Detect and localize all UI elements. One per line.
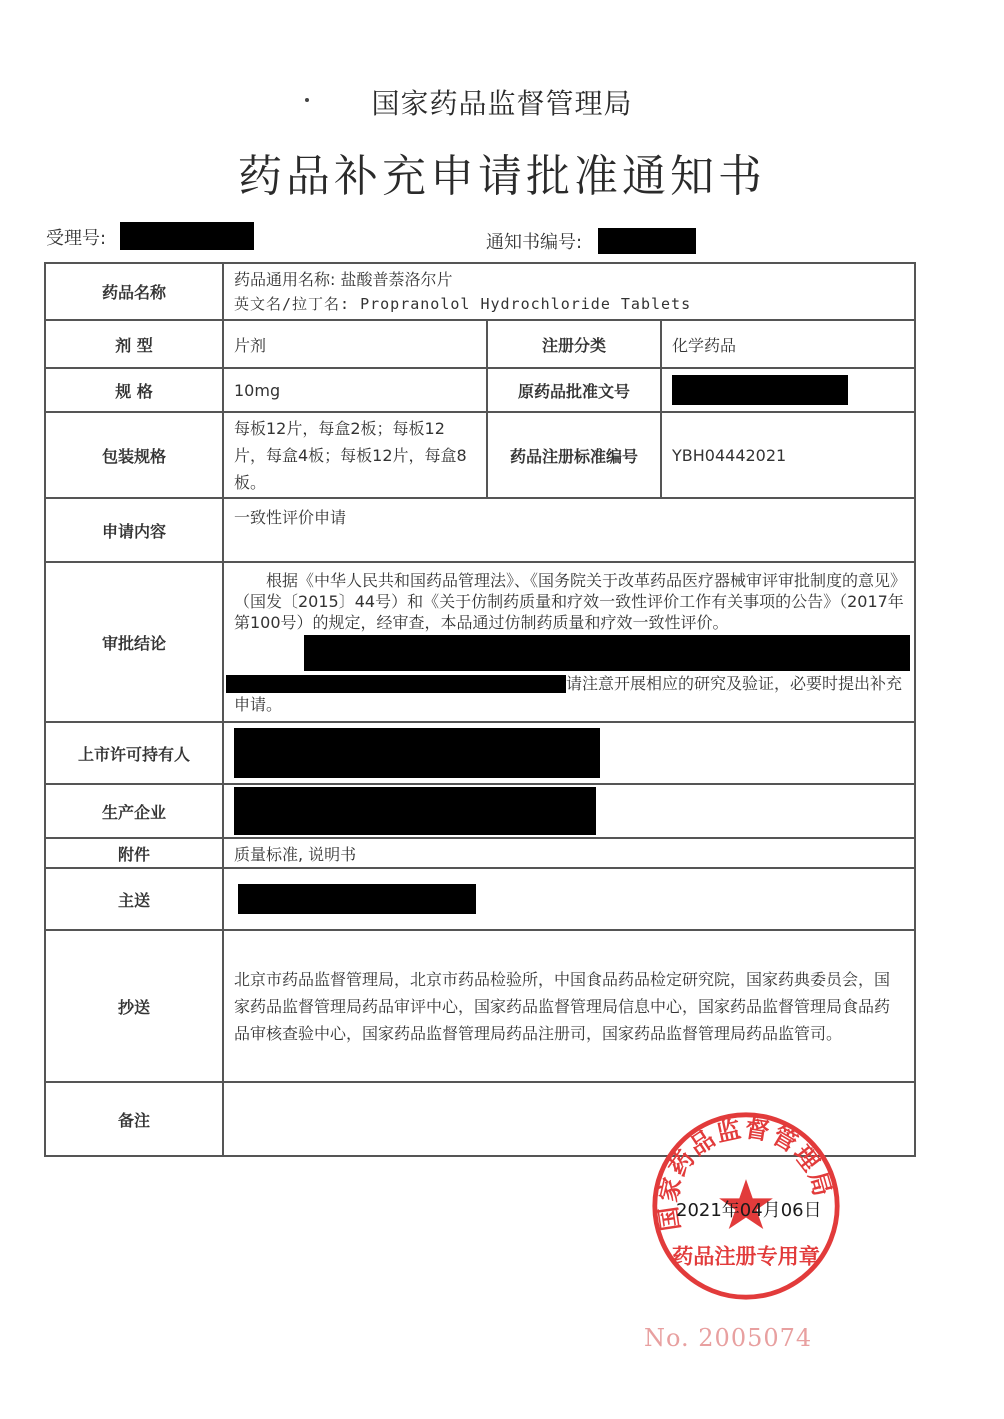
mah-label: 上市许可持有人 [45, 722, 223, 784]
english-name: 英文名/拉丁名: Propranolol Hydrochloride Tablets [234, 294, 692, 313]
send-to-label: 主送 [45, 868, 223, 930]
packaging-value: 每板12片，每盒2板；每板12片，每盒4板；每板12片，每盒8板。 [223, 412, 487, 498]
mah-cell [223, 722, 915, 784]
row-drug-name [45, 263, 915, 320]
serial-number: No. 2005074 [644, 1324, 813, 1352]
conclusion-text-1: 根据《中华人民共和国药品管理法》、《国务院关于改革药品医疗器械审评审批制度的意见》（国发〔2015〕44号）和《关于仿制药质量和疗效一致性评价工作有关事项的公告》（2017年第100号）的规定，经审查，本品通过仿制药质量和疗效一致性评价。 [234, 570, 904, 632]
manufacturer-label: 生产企业 [45, 784, 223, 838]
row-manufacturer [45, 784, 915, 838]
spec-label: 规 格 [45, 368, 223, 412]
approval-table [44, 262, 916, 1157]
manufacturer-cell [223, 784, 915, 838]
reg-class-label: 注册分类 [487, 320, 661, 368]
generic-name: 药品通用名称: 盐酸普萘洛尔片 [234, 269, 453, 289]
conclusion-text-2: 请注意开展相应的研究及验证，必要时提出补充申请。 [234, 673, 903, 714]
dosage-form-value: 片剂 [223, 320, 487, 368]
seal-ring-text: 国家药品监督管理局 [653, 1114, 838, 1233]
remarks-label: 备注 [45, 1082, 223, 1156]
row-send-to [45, 868, 915, 930]
mah-redaction [234, 728, 600, 778]
std-no-label: 药品注册标准编号 [487, 412, 661, 498]
application-value: 一致性评价申请 [223, 498, 915, 562]
notice-no-label: 通知书编号: [486, 232, 583, 253]
reg-class-value: 化学药品 [661, 320, 915, 368]
document-title: 药品补充申请批准通知书 [238, 151, 766, 202]
application-label: 申请内容 [45, 498, 223, 562]
row-attachment [45, 838, 915, 868]
row-application [45, 498, 915, 562]
cc-value: 北京市药品监督管理局，北京市药品检验所，中国食品药品检定研究院，国家药典委员会，国家药品监督管理局药品审评中心，国家药品监督管理局信息中心，国家药品监督管理局食品药品审核查验中心，国家药品监督管理局药品注册司，国家药品监督管理局药品监管司。 [223, 930, 915, 1082]
issue-date: 2021年04月06日 [676, 1200, 822, 1221]
conclusion-line-tail [234, 673, 904, 715]
orig-approval-label: 原药品批准文号 [487, 368, 661, 412]
manufacturer-redaction [234, 787, 596, 835]
spec-value: 10mg [223, 368, 487, 412]
attachment-value: 质量标准, 说明书 [223, 838, 915, 868]
row-cc [45, 930, 915, 1082]
std-no-value: YBH04442021 [661, 412, 915, 498]
conclusion-redaction-2 [226, 675, 566, 693]
drug-name-label: 药品名称 [45, 263, 223, 320]
row-conclusion [45, 562, 915, 722]
conclusion-redaction-1 [304, 635, 910, 671]
cc-label: 抄送 [45, 930, 223, 1082]
drug-name-cell [223, 263, 915, 320]
orig-approval-cell [661, 368, 915, 412]
acceptance-no-redaction [120, 222, 254, 250]
orig-approval-redaction [672, 375, 848, 405]
send-to-cell [223, 868, 915, 930]
agency-name: 国家药品监督管理局 [371, 87, 633, 120]
conclusion-label: 审批结论 [45, 562, 223, 722]
attachment-label: 附件 [45, 838, 223, 868]
row-packaging [45, 412, 915, 498]
conclusion-cell [223, 562, 915, 722]
row-dosage-form [45, 320, 915, 368]
packaging-label: 包装规格 [45, 412, 223, 498]
send-to-redaction [238, 884, 476, 914]
row-mah [45, 722, 915, 784]
seal-bottom-text: 药品注册专用章 [672, 1243, 820, 1269]
dosage-form-label: 剂 型 [45, 320, 223, 368]
acceptance-no-label: 受理号: [46, 228, 107, 249]
row-spec [45, 368, 915, 412]
notice-no-redaction [598, 228, 696, 254]
